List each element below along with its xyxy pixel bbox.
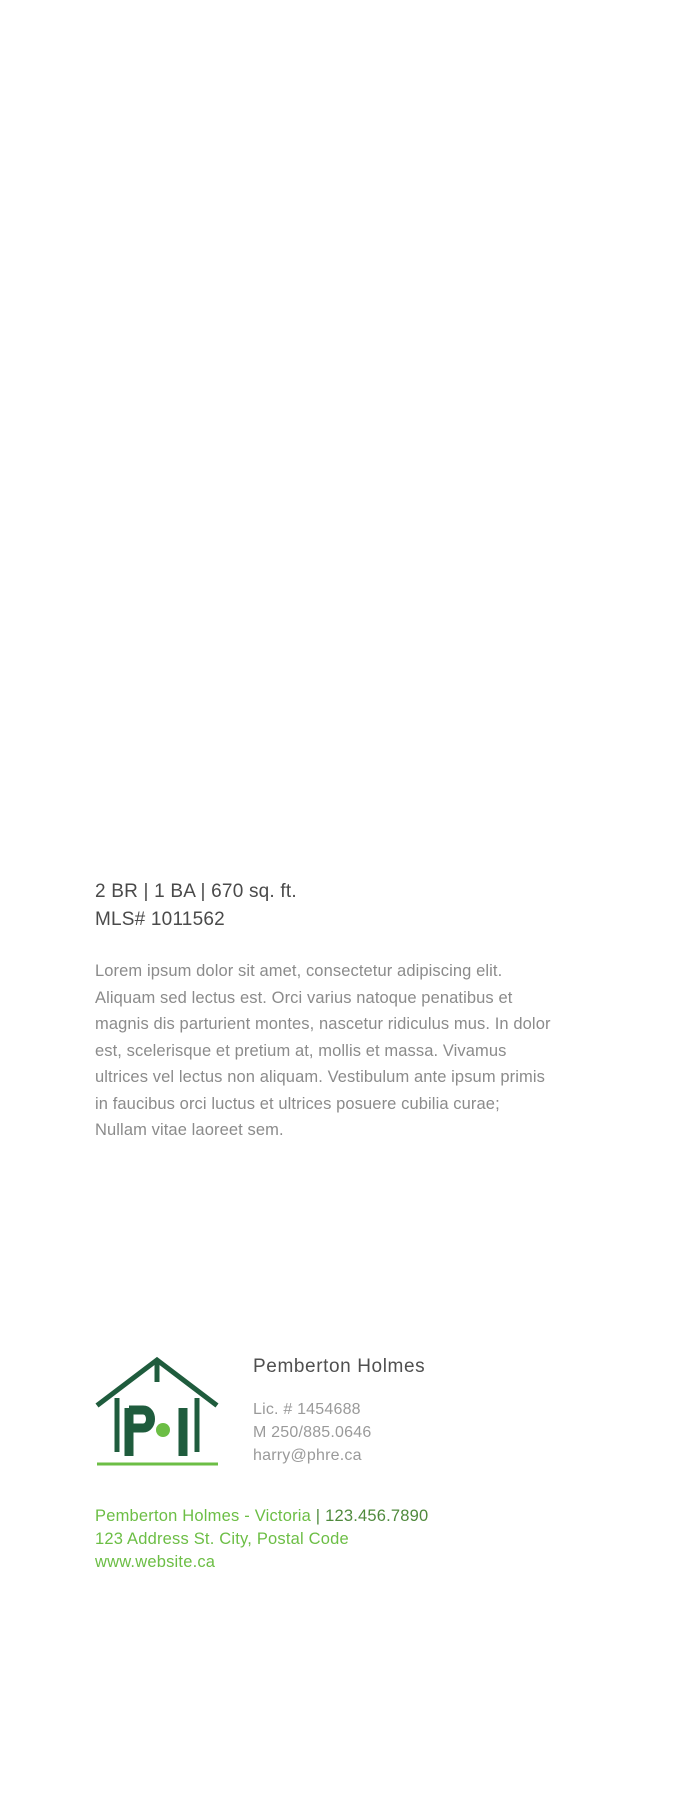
- footer-office-phone[interactable]: 123.456.7890: [325, 1507, 429, 1525]
- footer-office-line: [95, 1505, 615, 1528]
- agent-mobile-phone[interactable]: M 250/885.0646: [253, 1424, 372, 1441]
- agent-name: Pemberton Holmes: [253, 1356, 426, 1377]
- listing-facts: [95, 878, 575, 934]
- footer-office-name: Pemberton Holmes - Victoria: [95, 1507, 312, 1525]
- footer-website[interactable]: www.website.ca: [95, 1553, 216, 1571]
- agent-info: [253, 1354, 573, 1467]
- footer-separator: |: [311, 1507, 326, 1525]
- listing-specs: 2 BR | 1 BA | 670 sq. ft.: [95, 881, 297, 902]
- footer-address: 123 Address St. City, Postal Code: [95, 1530, 349, 1548]
- listing-mls-number: MLS# 1011562: [95, 909, 225, 930]
- footer: [95, 1505, 615, 1574]
- agent-license: Lic. # 1454688: [253, 1401, 361, 1418]
- agent-email[interactable]: harry@phre.ca: [253, 1447, 362, 1464]
- listing-description: Lorem ipsum dolor sit amet, consectetur adipiscing elit. Aliquam sed lectus est. Orci varius natoque penatibus et magnis dis parturient montes, nascetur ridiculus mus. In dolor est, scelerisque et pretium at, mollis et massa. Vivamus ultrices vel lectus non aliquam. Vestibulum ante ipsum primis in faucibus orci luctus et ultrices posuere cubilia curae; Nullam vitae laoreet sem.: [95, 962, 551, 1139]
- pemberton-holmes-house-logo-icon: [95, 1352, 220, 1467]
